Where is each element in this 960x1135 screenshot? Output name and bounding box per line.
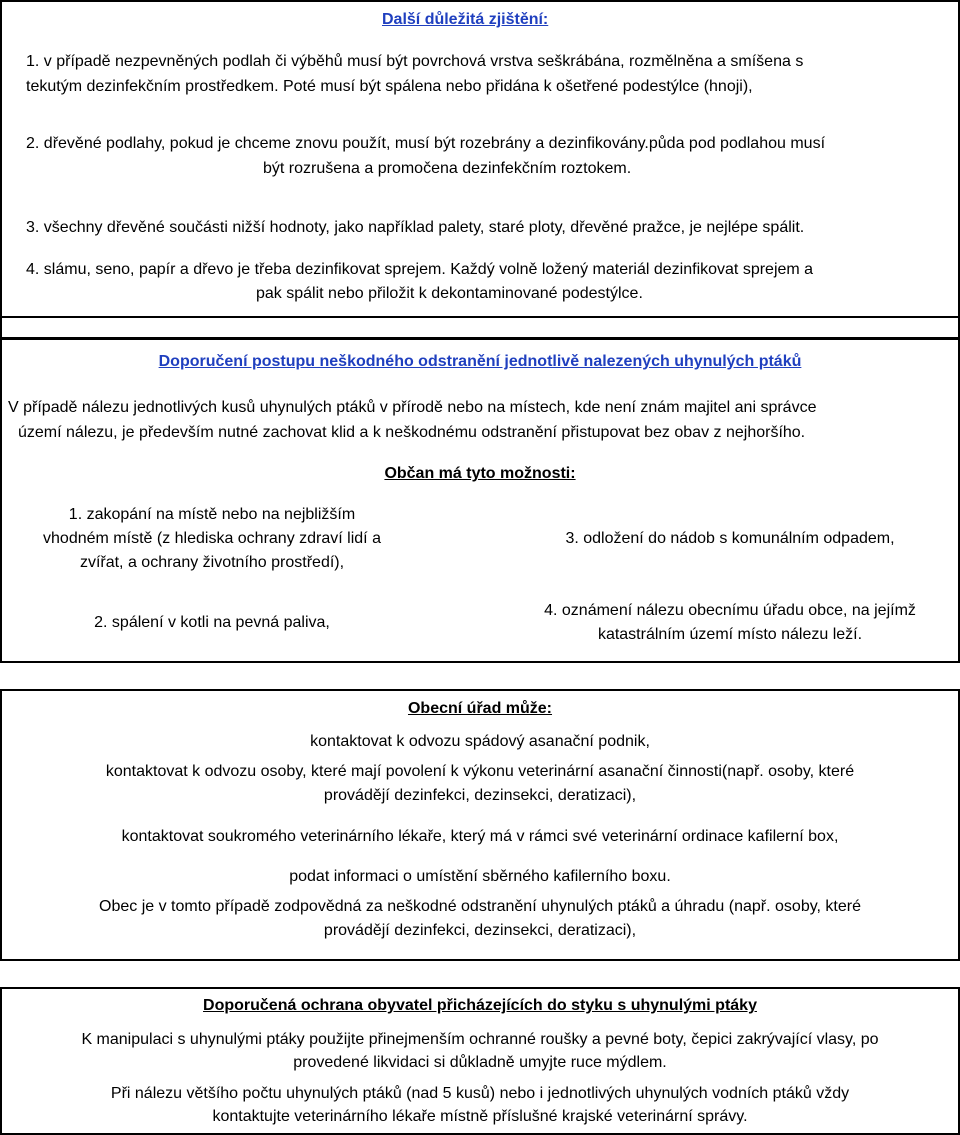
finding-2-line-1: 2. dřevěné podlahy, pokud je chceme znovu použít, musí být rozebrány a dezinfikovány.půda pod podlahou musí (26, 135, 826, 152)
option-1-line-2: vhodném místě (z hlediska ochrany zdraví lidí a (43, 530, 381, 547)
protection-line-2a: Při nálezu většího počtu uhynulých ptáků (nad 5 kusů) nebo i jednotlivých uhynulých vodních ptáků vždy (110, 1085, 850, 1102)
findings-bottom-strip (0, 316, 960, 339)
municipality-line-4: podat informaci o umístění sběrného kafilerního boxu. (289, 868, 671, 885)
municipality-line-5a: Obec je v tomto případě zodpovědná za neškodné odstranění uhynulých ptáků a úhradu (např. osoby, které (99, 898, 861, 915)
procedure-intro-line-2: území nálezu, je především nutné zachovat klid a k neškodnému odstranění přistupovat bez obav z nejhoršího. (18, 424, 806, 441)
option-4-line-2: katastrálním území místo nálezu leží. (597, 626, 863, 643)
option-3: 3. odložení do nádob s komunálním odpadem, (565, 530, 895, 547)
option-4-line-1: 4. oznámení nálezu obecnímu úřadu obce, na jejímž (544, 602, 916, 619)
option-1-line-1: 1. zakopání na místě nebo na nejbližším (68, 506, 356, 523)
finding-3: 3. všechny dřevěné součásti nižší hodnoty, jako například palety, staré ploty, dřevěné pražce, je nejlépe spálit. (26, 219, 805, 236)
finding-4-line-2: pak spálit nebo přiložit k dekontaminované podestýlce. (256, 285, 643, 302)
finding-1-line-2: tekutým dezinfekčním prostředkem. Poté musí být spálena nebo přidána k ošetřené podestýlce (hnoji), (26, 78, 753, 95)
option-1-line-3: zvířat, a ochrany životního prostředí), (79, 554, 345, 571)
protection-line-1a: K manipulaci s uhynulými ptáky použijte přinejmenším ochranné roušky a pevné boty, čepici zakrývající vlasy, po (81, 1031, 879, 1048)
municipality-title: Obecní úřad může: (407, 700, 553, 717)
finding-1-line-1: 1. v případě nezpevněných podlah či výběhů musí být povrchová vrstva seškrábána, rozmělněna a smíšena s (26, 53, 804, 70)
protection-line-2b: kontaktujte veterinárního lékaře místně příslušné krajské veterinární správy. (212, 1108, 748, 1125)
procedure-intro-line-1: V případě nálezu jednotlivých kusů uhynulých ptáků v přírodě nebo na místech, kde není znám majitel ani správce (8, 399, 817, 416)
municipality-line-2b: provádějí dezinfekci, dezinsekci, deratizaci), (323, 787, 637, 804)
finding-4-line-1: 4. slámu, seno, papír a dřevo je třeba dezinfikovat sprejem. Každý volně ložený materiál dezinfikovat sprejem a (26, 261, 814, 278)
options-title: Občan má tyto možnosti: (384, 465, 576, 482)
municipality-line-2a: kontaktovat k odvozu osoby, které mají povolení k výkonu veterinární asanační činnosti(např. osoby, které (105, 763, 855, 780)
finding-2-line-2: být rozrušena a promočena dezinfekčním roztokem. (263, 160, 632, 177)
procedure-title: Doporučení postupu neškodného odstranění jednotlivě nalezených uhynulých ptáků (158, 353, 802, 370)
protection-line-1b: provedené likvidaci si důkladně umyjte ruce mýdlem. (293, 1054, 667, 1071)
protection-title: Doporučená ochrana obyvatel přicházejících do styku s uhynulými ptáky (203, 997, 757, 1014)
municipality-line-3: kontaktovat soukromého veterinárního lékaře, který má v rámci své veterinární ordinace kafilerní box, (121, 828, 839, 845)
municipality-line-5b: provádějí dezinfekci, dezinsekci, deratizaci), (323, 922, 637, 939)
option-2: 2. spálení v kotli na pevná paliva, (94, 614, 330, 631)
municipality-line-1: kontaktovat k odvozu spádový asanační podnik, (310, 733, 650, 750)
findings-title: Další důležitá zjištění: (382, 11, 549, 28)
